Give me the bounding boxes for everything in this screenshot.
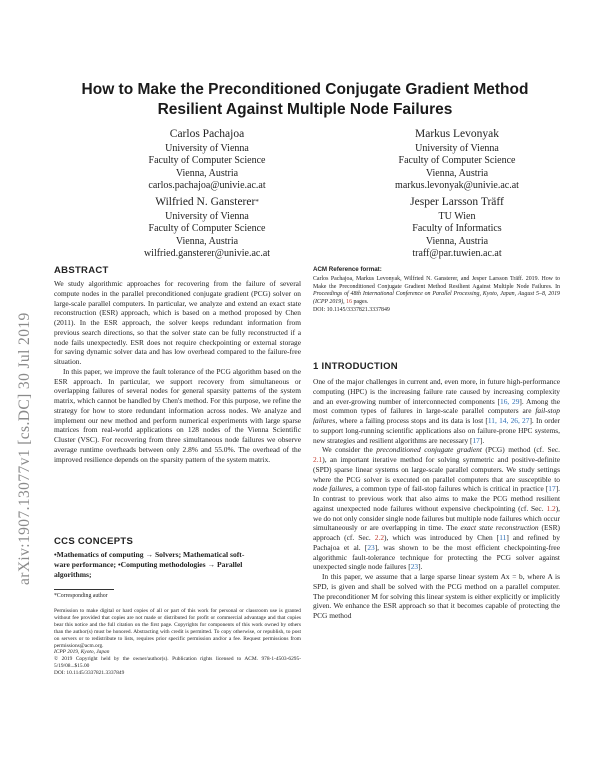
author-block-2 [347,128,567,193]
citation-link[interactable]: 11 [499,533,507,542]
permission-text: Permission to make digital or hard copies of all or part of this work for personal or classroom use is granted without fee provided that copies are not made or distributed for profit or commercial advantage and that copies bear this notice and the full citation on the first page. Copyrights for components of this work owned by others than the author(s) must be honored. Abstracting with credit is permitted. To copy otherwise, or republish, to post on servers or to redistribute to lists, requires prior specific permission and/or a fee. Request permissions from permissions@acm.org. [54,608,301,649]
text-run: We consider the [322,445,377,455]
ccs-line-1: •Mathematics of computing → Solvers; Mathematical soft- [54,550,245,559]
text-run: ), an important iterative method for solving symmetric and positive-definite (SPD) sparse linear systems on large-scale parallel computers. We study settings where the PCG solver is executed on parallel computers that are susceptible to [313,455,560,484]
author-block-4 [347,196,567,261]
author-block-3 [97,196,317,261]
section-link[interactable]: 2.2 [374,533,385,542]
author-email[interactable]: traff@par.tuwien.ac.at [412,248,502,259]
citation-link[interactable]: 11, 14, 26, 27 [487,416,530,425]
acm-reference-doi: DOI: 10.1145/3337821.3337849 [313,306,390,313]
ccs-line-2: ware performance; •Computing methodologies → Parallel [54,560,243,569]
emphasis: node failures [313,484,352,494]
corresponding-mark: * [255,198,259,206]
text-run: ]. In contrast to previous work that also aims to make the PCG method resilient against unexpected node failures without expensive checkpointing (cf. Sec. [313,484,560,513]
author-block-1 [97,128,317,193]
acm-reference [313,266,560,315]
introduction-section [313,361,560,621]
author-location: Vienna, Austria [425,235,489,247]
citation-link[interactable]: 17 [472,435,480,445]
citation-link[interactable]: 16, 29 [500,396,520,406]
citation-link[interactable]: 23 [367,542,375,552]
text-run: (ESR) approach (cf. Sec. [313,523,560,542]
acm-ref-pages[interactable]: 16 [346,299,353,306]
text-run: (PCG) method (cf. Sec. [481,445,560,455]
abstract-paragraph-2: In this paper, we improve the fault tolerance of the PCG algorithm based on the ESR approach. In particular, we support recovery from simultaneous or overlapping failures of several nodes for general sparsity patterns of the system matrix, which cannot be handled by Chen's method. For this purpose, we refine the strategy for how to store redundant information across nodes. We analyze and implement our new method and perform numerical experiments with large sparse matrices from real-world applications on 128 nodes of the Vienna Scientific Cluster (VSC). For recovering from three simultaneous node failures we observe average runtime overheads between only 2.8% and 55.0%. The overhead of the improved resilience depends on the sparsity pattern of the system matrix. [54,366,301,464]
author-department: Faculty of Computer Science [148,223,266,234]
footnote-rule [54,589,114,590]
author-name [97,196,317,209]
text-run: One of the major challenges in current and, even more, in future high-performance computing (HPC) is the increasing failure rate caused by increasing complexity and an ever-growing number of interconnected components [ [313,377,560,406]
ccs-section [54,536,301,580]
copyright-line: © 2019 Copyright held by the owner/author(s). Publication rights licensed to ACM. 978-1-4503-6295-5/19/08...$15.00 [54,656,301,670]
text-run: ]. [479,435,485,445]
intro-paragraph-2 [313,445,560,572]
section-link[interactable]: 2.1 [313,455,323,464]
text-run: ]. [418,562,423,572]
text-run: , where a failing process stops and its data is lost [ [335,416,488,425]
conference-line: ICPP 2019, Kyoto, Japan [54,649,110,656]
doi-line: DOI: 10.1145/3337821.3337849 [54,670,125,677]
acm-ref-pages-suffix: pages. [352,299,369,306]
text-run: ], was shown to be the most efficient checkpointing-free algorithmic fault-tolerance technique for protecting the PCG solver against unexpected single node failures [ [313,542,560,572]
text-run: ]. Among the most common types of failures in large-scale parallel computers are [313,396,560,416]
author-name-text: Wilfried N. Gansterer [155,196,256,208]
emphasis: exact state reconstruction [460,523,539,533]
acm-ref-authors: Carlos Pachajoa, Markus Levonyak, Wilfried N. Gansterer, and Jesper Larsson Träff. 2019. How to Make the Preconditioned Conjugate Gradient Method Resilient Against Multiple Node Failures. In [313,275,560,290]
author-name: Markus Levonyak [415,128,499,140]
author-department: Faculty of Computer Science [398,155,516,166]
acm-reference-text [313,276,560,307]
title-line-2: Resilient Against Multiple Node Failures [157,101,453,118]
ccs-heading: CCS CONCEPTS [54,536,134,547]
author-name: Carlos Pachajoa [169,128,245,140]
author-affiliation: TU Wien [438,210,476,222]
abstract-paragraph-1: We study algorithmic approaches for recovering from the failure of several compute nodes in the parallel preconditioned conjugate gradient (PCG) solver on large-scale parallel computers. In particular, we analyze and extend an exact state reconstruction (ESR) approach, which is based on a method proposed by Chen (2011). In the ESR approach, the solver keeps redundant information from previous search directions, so that the solver state can be fully reconstructed if a node fails unexpectedly. ESR does not require checkpointing or external storage for saving dynamic solver data and has low overhead compared to the failure-free situation. [54,279,301,366]
author-location: Vienna, Austria [175,235,239,247]
introduction-heading: 1 INTRODUCTION [313,361,398,372]
text-run: ), which was introduced by Chen [ [384,533,500,542]
author-department: Faculty of Computer Science [148,155,266,166]
abstract-heading: ABSTRACT [54,265,109,276]
author-location: Vienna, Austria [425,167,489,179]
text-run: ] and refined by Pachajoa et al. [ [313,533,560,552]
acm-ref-venue: Proceedings of 48th International Conference on Parallel Processing, Kyoto, Japan, August 5–8, 2019 (ICPP 2019), [313,291,560,306]
ccs-concepts [54,550,301,580]
abstract-section [54,265,301,464]
author-department: Faculty of Informatics [412,223,502,234]
citation-link[interactable]: 17 [548,484,556,494]
permission-block [54,608,301,677]
arxiv-identifier: arXiv:1907.13077v1 [cs.DC] 30 Jul 2019 [16,312,33,585]
text-run: , a common type of fail-stop failures which is critical in practice [ [351,484,549,494]
author-email[interactable]: markus.levonyak@univie.ac.at [395,180,519,191]
author-affiliation: University of Vienna [415,142,499,154]
text-run: ]. In order to support long-running scientific applications also on failure-prone HPC systems, new strategies and resilient algorithms are necessary [ [313,416,560,445]
author-location: Vienna, Austria [175,167,239,179]
section-link[interactable]: 1.2 [546,503,556,513]
author-email[interactable]: wilfried.gansterer@univie.ac.at [143,248,271,259]
emphasis: fail-stop failures [313,406,560,425]
paper-title [60,80,550,120]
text-run: ), we do not only consider single node failures but multiple node failures which occur simultaneously or are overlapping in time. The [313,503,560,533]
author-affiliation: University of Vienna [165,142,249,154]
author-name: Jesper Larsson Träff [410,196,504,208]
author-affiliation: University of Vienna [165,210,249,222]
acm-reference-heading: ACM Reference format: [313,266,382,273]
emphasis: preconditioned conjugate gradient [376,445,482,455]
ccs-line-3: algorithms; [54,570,92,579]
title-line-1: How to Make the Preconditioned Conjugate Gradient Method [81,81,529,98]
author-email[interactable]: carlos.pachajoa@univie.ac.at [148,180,266,191]
intro-paragraph-1 [313,377,560,445]
intro-paragraph-3: In this paper, we assume that a large sparse linear system Ax = b, where A is SPD, is given and shall be solved with the PCG method on a parallel computer. The preconditioner M for solving this linear system is either explicitly or implicitly given. We enhance the ESR approach so that it becomes capable of protecting the PCG method [313,572,560,620]
footnote: *Corresponding author [54,593,108,599]
citation-link[interactable]: 23 [410,562,419,572]
